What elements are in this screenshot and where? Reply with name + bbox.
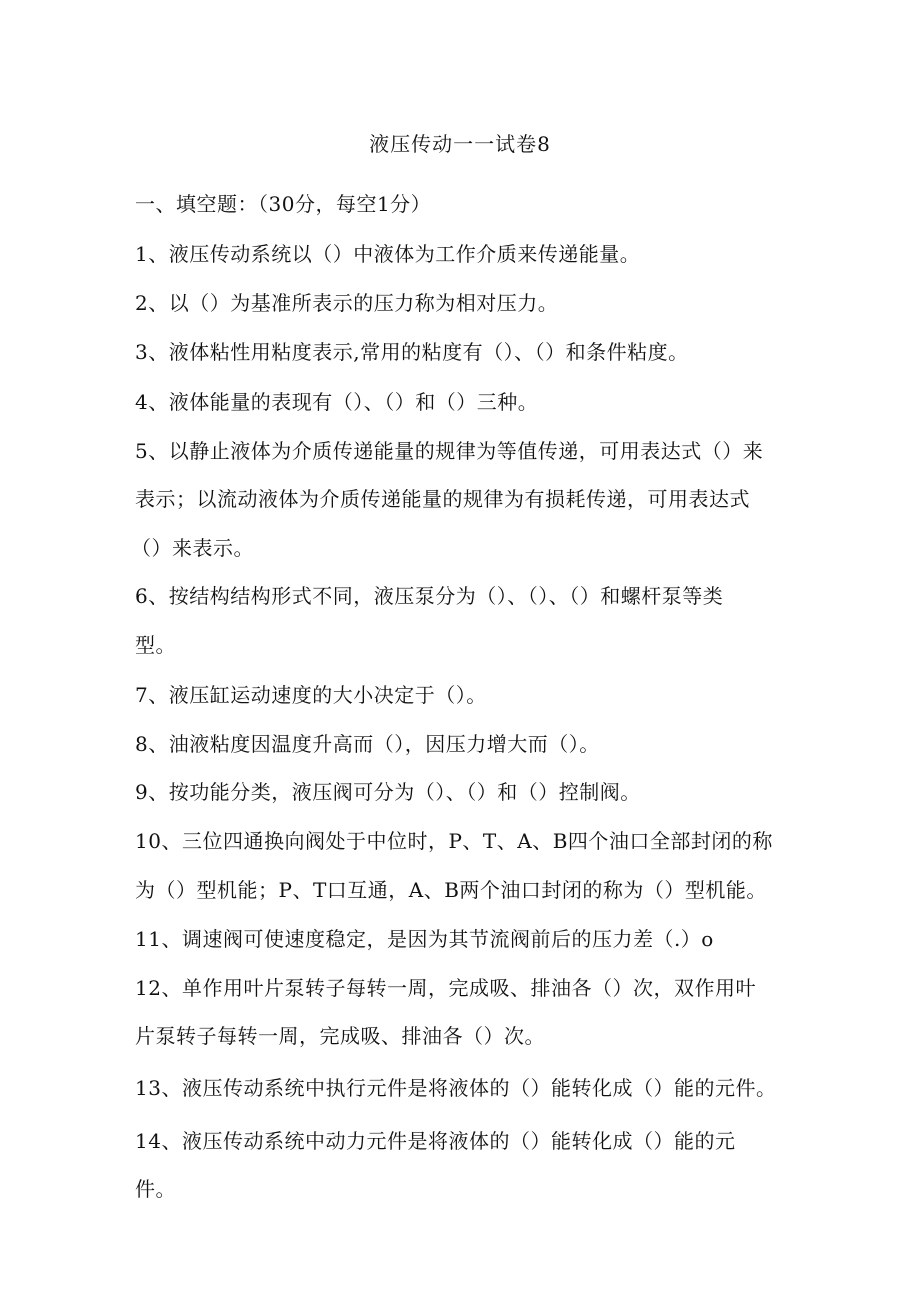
question-line: 3、液体粘性用粘度表示,常用的粘度有（）、（）和条件粘度。 xyxy=(135,340,689,364)
question-line: 12、单作用叶片泵转子每转一周，完成吸、排油各（）次，双作用叶 xyxy=(135,976,756,1000)
question-line: （）来表示。 xyxy=(131,536,254,560)
question-line: 1、液压传动系统以（）中液体为工作介质来传递能量。 xyxy=(135,242,641,266)
question-line: 为（）型机能；P、T口互通，A、B两个油口封闭的称为（）型机能。 xyxy=(135,878,767,902)
question-line: 14、液压传动系统中动力元件是将液体的（）能转化成（）能的元 xyxy=(135,1129,736,1153)
question-line: 4、液体能量的表现有（）、（）和（）三种。 xyxy=(135,390,539,414)
question-line: 型。 xyxy=(135,633,176,657)
question-line: 6、按结构结构形式不同，液压泵分为（）、（）、（）和螺杆泵等类 xyxy=(135,584,724,608)
question-line: 13、液压传动系统中执行元件是将液体的（）能转化成（）能的元件。 xyxy=(135,1076,777,1100)
question-line: 件。 xyxy=(135,1177,176,1201)
question-line: 5、以静止液体为介质传递能量的规律为等值传递，可用表达式（）来 xyxy=(135,439,764,463)
question-line: 9、按功能分类，液压阀可分为（）、（）和（）控制阀。 xyxy=(135,780,641,804)
question-line: 11、调速阀可使速度稳定，是因为其节流阀前后的压力差（.）o xyxy=(135,927,714,951)
question-line: 表示；以流动液体为介质传递能量的规律为有损耗传递，可用表达式 xyxy=(135,487,750,511)
question-line: 2、以（）为基准所表示的压力称为相对压力。 xyxy=(135,291,559,315)
question-line: 7、液压缸运动速度的大小决定于（）。 xyxy=(135,683,487,707)
page-title: 液压传动一一试卷8 xyxy=(369,132,551,156)
question-line: 片泵转子每转一周，完成吸、排油各（）次。 xyxy=(135,1024,545,1048)
question-line: 8、油液粘度因温度升高而（），因压力增大而（）。 xyxy=(135,732,600,756)
section-heading: 一、填空题：（30分，每空1分） xyxy=(135,192,432,216)
question-line: 10、三位四通换向阀处于中位时，P、T、A、B四个油口全部封闭的称 xyxy=(135,829,773,853)
